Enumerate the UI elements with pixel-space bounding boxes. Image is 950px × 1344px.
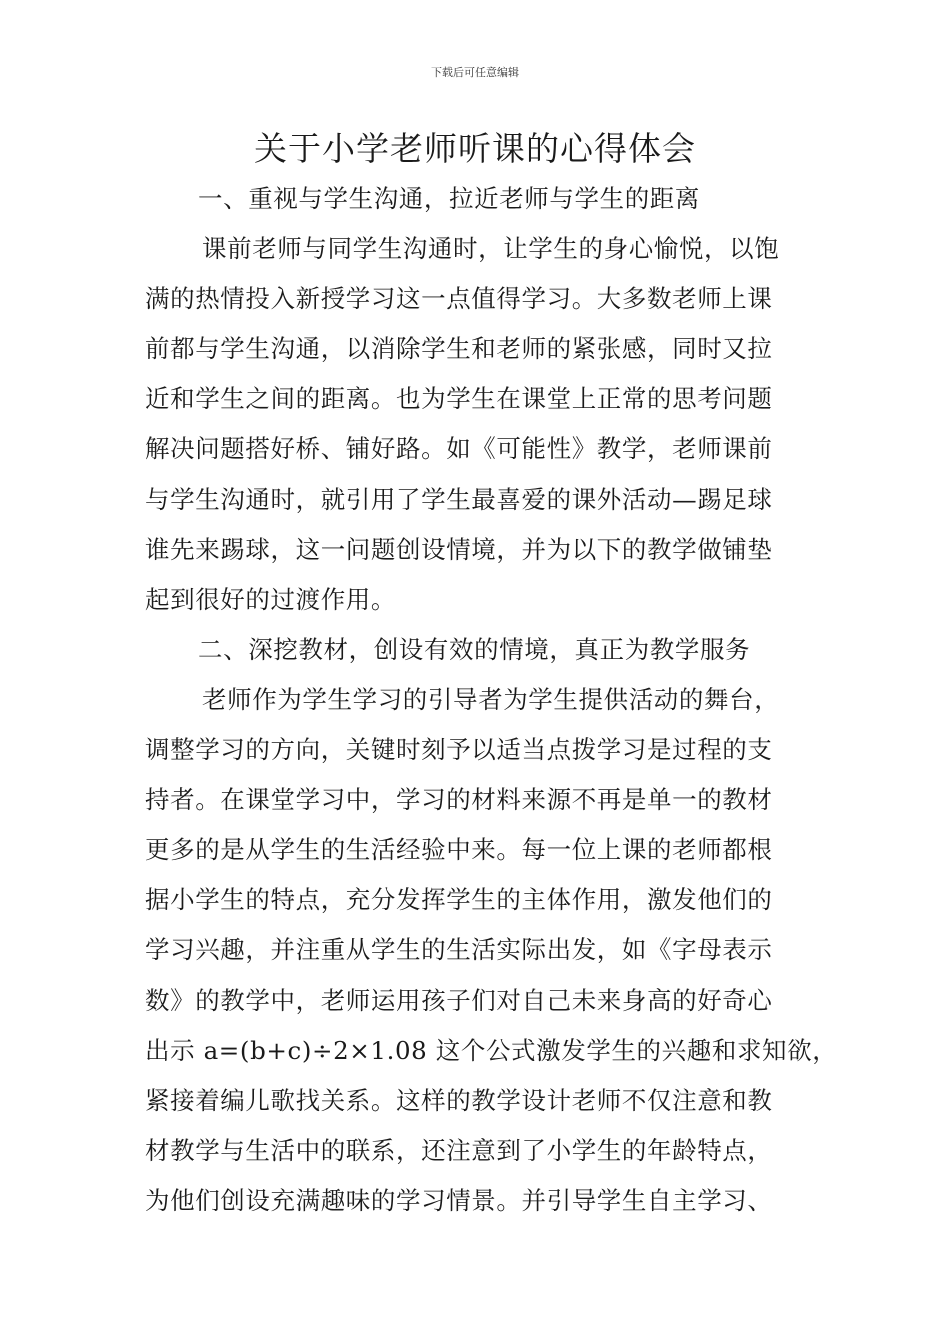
paragraph-line: 学习兴趣，并注重从学生的生活实际出发，如《字母表示 <box>145 935 773 965</box>
paragraph-line: 起到很好的过渡作用。 <box>145 584 396 614</box>
paragraph-line: 调整学习的方向，关键时刻予以适当点拨学习是过程的支 <box>145 735 773 765</box>
paragraph-line: 近和学生之间的距离。也为学生在课堂上正常的思考问题 <box>145 384 773 414</box>
document-title: 关于小学老师听课的心得体会 <box>254 129 696 168</box>
page-header: 下载后可任意编辑 <box>431 66 519 79</box>
paragraph-line: 材教学与生活中的联系，还注意到了小学生的年龄特点， <box>145 1135 773 1165</box>
paragraph-line: 谁先来踢球，这一问题创设情境，并为以下的教学做铺垫 <box>145 534 773 564</box>
document-body <box>145 180 838 1232</box>
paragraph-line: 前都与学生沟通，以消除学生和老师的紧张感，同时又拉 <box>145 334 773 364</box>
paragraph-line: 课前老师与同学生沟通时，让学生的身心愉悦，以饱 <box>202 234 780 264</box>
paragraph-line: 解决问题搭好桥、铺好路。如《可能性》教学，老师课前 <box>145 434 773 464</box>
paragraph-line: 出示 a=(b+c)÷2×1.08 这个公式激发学生的兴趣和求知欲， <box>145 1035 838 1065</box>
section-heading: 一、重视与学生沟通，拉近老师与学生的距离 <box>198 184 700 213</box>
paragraph-line: 与学生沟通时，就引用了学生最喜爱的课外活动—踢足球 <box>145 484 773 514</box>
paragraph-line: 持者。在课堂学习中，学习的材料来源不再是单一的教材 <box>145 785 773 815</box>
section-heading: 二、深挖教材，创设有效的情境，真正为教学服务 <box>198 634 751 664</box>
paragraph-line: 紧接着编儿歌找关系。这样的教学设计老师不仅注意和教 <box>145 1085 773 1115</box>
paragraph-line: 老师作为学生学习的引导者为学生提供活动的舞台， <box>202 684 780 714</box>
paragraph-line: 据小学生的特点，充分发挥学生的主体作用，激发他们的 <box>145 885 773 915</box>
paragraph-line: 满的热情投入新授学习这一点值得学习。大多数老师上课 <box>145 284 773 314</box>
paragraph-line: 数》的教学中，老师运用孩子们对自己未来身高的好奇心 <box>145 985 773 1015</box>
paragraph-line: 为他们创设充满趣味的学习情景。并引导学生自主学习、 <box>145 1185 773 1215</box>
paragraph-line: 更多的是从学生的生活经验中来。每一位上课的老师都根 <box>145 835 773 865</box>
